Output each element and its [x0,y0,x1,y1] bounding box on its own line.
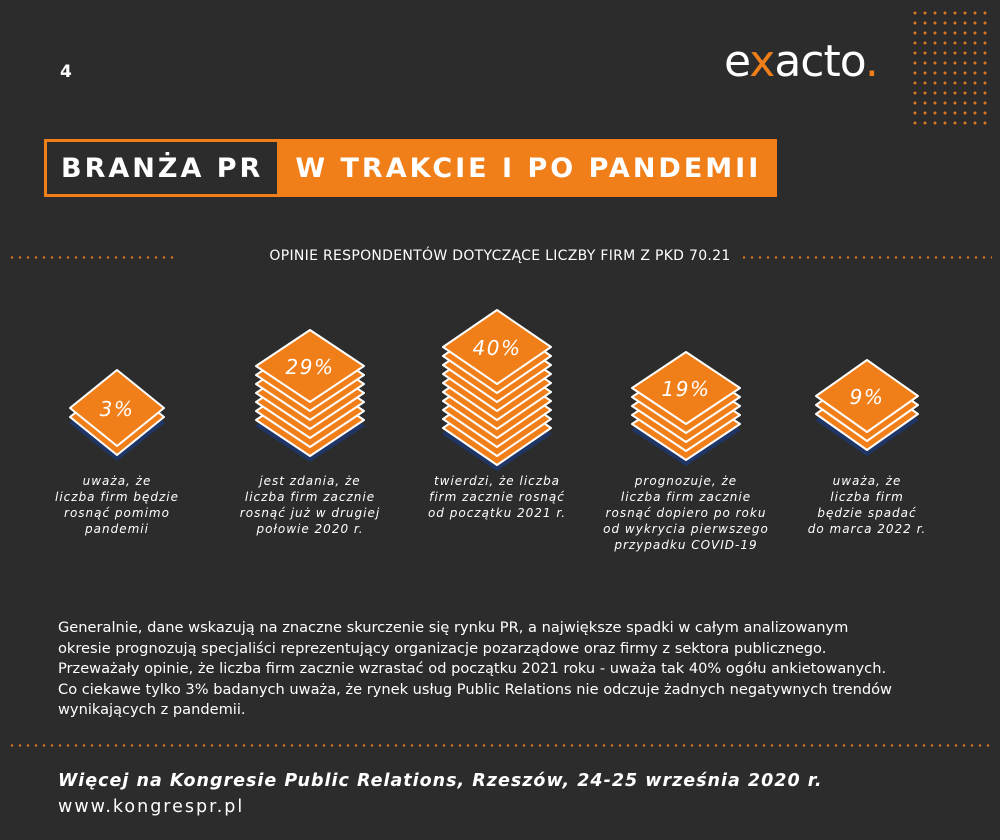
logo-suffix: acto [774,36,865,87]
stat-percent-label: 19% [661,377,711,401]
stat-description-line: jest zdania, że [259,474,361,488]
body-line: okresie prognozują specjaliści reprezentujący organizacje pozarządowe oraz firmy z sektora publicznego. [58,639,827,657]
stat-description-line: liczba firm zacznie [244,490,376,504]
stat-description-line: liczba firm [830,490,904,504]
stat-description-line: prognozuje, że [634,474,738,488]
stat-percent-label: 29% [285,355,335,379]
logo-dot: . [864,36,878,87]
body-line: Generalnie, dane wskazują na znaczne skurczenie się rynku PR, a największe spadki w całym analizowanym [58,619,849,636]
stat-description-line: firm zacznie rosnąć [429,490,565,504]
header-title-left: BRANŻA PR [44,139,277,197]
page-number: 4 [60,62,72,82]
logo-x: x [749,36,775,87]
stat-description-line: połowie 2020 r. [256,522,364,536]
stat-description-line: uważa, że [832,474,902,488]
stat-description-line: rosnąć dopiero po roku [605,506,767,520]
stat-description-line: do marca 2022 r. [807,522,927,536]
stat-description-line: liczba firm będzie [55,490,179,504]
stat-description [596,473,776,553]
body-line: wynikających z pandemii. [58,701,246,718]
logo-prefix: e [724,36,750,87]
body-line: Przeważały opinie, że liczba firm zacznie wzrastać od początku 2021 roku - uważa tak 40% ogółu ankietowanych. [58,660,887,677]
footer-url: www.kongrespr.pl [58,797,245,817]
stat-description-line: od początku 2021 r. [427,506,567,520]
stat-description-line: od wykrycia pierwszego [603,522,769,536]
stat-description-line: twierdzi, że liczba [433,474,561,488]
footer-event-info: Więcej na Kongresie Public Relations, Rzeszów, 24-25 września 2020 r. [58,771,823,791]
stat-description [220,473,400,537]
stat-description-line: przypadku COVID-19 [614,538,758,552]
stat-description-line: rosnąć pomimo [64,506,170,520]
stat-description-line: będzie spadać [817,506,917,520]
stat-percent-label: 3% [99,397,135,421]
chart-subtitle: OPINIE RESPONDENTÓW DOTYCZĄCE LICZBY FIRM Z PKD 70.21 [269,248,731,264]
stat-percent-label: 40% [472,336,522,360]
stat-description [407,473,587,521]
body-paragraph [58,618,958,721]
footer-dotted-line [8,744,992,747]
stat-description-line: uważa, że [82,474,152,488]
stat-description-line: liczba firm zacznie [620,490,752,504]
body-line: Co ciekawe tylko 3% badanych uważa, że rynek usług Public Relations nie odczuje żadnych negatywnych trendów [58,680,892,698]
stat-description-line: rosnąć już w drugiej [239,506,381,520]
stat-percent-label: 9% [849,385,885,409]
stat-description [777,473,957,537]
stat-description-line: pandemii [85,522,149,536]
header-title-right: W TRAKCIE I PO PANDEMII [277,139,777,197]
stat-description [27,473,207,537]
